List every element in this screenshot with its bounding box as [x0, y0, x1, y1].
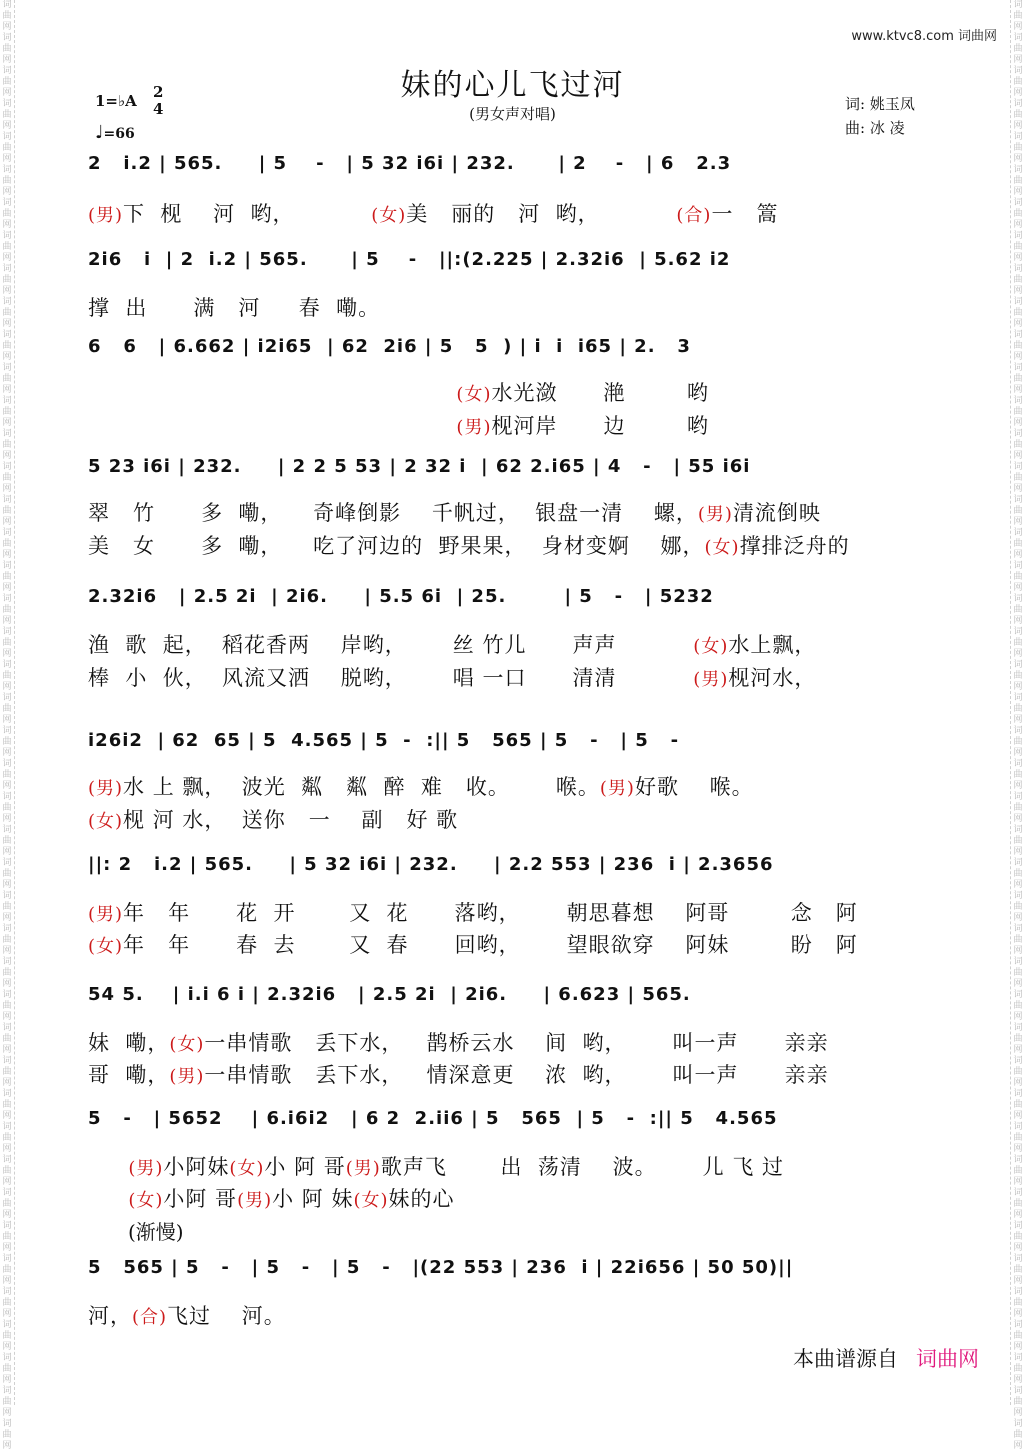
music-row-7: ||: 2 i.2 | 565. | 5 32 i6i | 232. | 2.2 553 | 236 i | 2.3656 — [88, 854, 774, 875]
tempo-marking — [95, 122, 135, 143]
composer: 曲: 冰 凌 — [845, 119, 905, 137]
source-footer — [793, 1343, 979, 1373]
time-signature-bottom: 4 — [153, 100, 164, 118]
right-watermark-strip: 词曲网词曲网词曲网词曲网词曲网词曲网词曲网词曲网词曲网词曲网词曲网词曲网词曲网词曲网词曲网词曲网词曲网词曲网词曲网词曲网词曲网词曲网词曲网词曲网词曲网词曲网词曲网词曲网词曲网词曲网词曲网词曲网词曲网词曲网词曲网词曲网词曲网词曲网词曲网词曲网词曲网词曲网词曲网词曲网 — [1010, 0, 1025, 1405]
lyric-row: 渔 歌 起， 稻花香两 岸哟， 丝 竹儿 声声 (女)水上飘， — [88, 633, 817, 657]
lyric-row: (女)枧 河 水， 送你 一 副 好 歌 — [88, 808, 459, 832]
lyric-row: 河，(合)飞过 河。 — [88, 1304, 286, 1328]
music-row-6: i26i2 | 62 65 | 5 4.565 | 5 - :|| 5 565 | 5 - | 5 - — [88, 730, 680, 751]
music-row-3: 6 6 | 6.662 | i2i65 | 62 2i6 | 5 5 ) | i i i65 | 2. 3 — [88, 336, 691, 357]
lyric-row: 翠 竹 多 嘞， 奇峰倒影 千帆过， 银盘一清 螺，(男)清流倒映 — [88, 501, 821, 525]
lyric-row: 哥 嘞，(男)一串情歌 丢下水， 情深意更 浓 哟， 叫一声 亲亲 — [88, 1063, 829, 1087]
lyric-row: 棒 小 伙， 风流又洒 脱哟， 唱 一口 清清 (男)枧河水， — [88, 666, 817, 690]
key-signature: 1=♭A — [95, 92, 137, 110]
lyric-row: (女)小阿 哥(男)小 阿 妹(女)妹的心 — [88, 1187, 455, 1211]
music-row-1: 2 i.2 | 565. | 5 - | 5 32 i6i | 232. | 2 - | 6 2.3 — [88, 153, 732, 174]
lyric-row: (男)小阿妹(女)小 阿 哥(男)歌声飞 出 荡清 波。 儿 飞 过 — [88, 1155, 785, 1179]
music-row-5: 2.32i6 | 2.5 2i | 2i6. | 5.5 6i | 25. | 5 - | 5232 — [88, 586, 714, 607]
tempo-value: =66 — [103, 126, 135, 142]
source-text: 本曲谱源自 — [793, 1347, 898, 1371]
lyric-row: 撑 出 满 河 春 嘞。 — [88, 296, 381, 320]
time-signature — [153, 84, 163, 118]
music-row-2: 2i6 i | 2 i.2 | 565. | 5 - ||:(2.225 | 2.32i6 | 5.62 i2 — [88, 249, 731, 270]
lyric-row: (男)水 上 飘， 波光 粼 粼 醉 难 收。 喉。(男)好歌 喉。 — [88, 775, 754, 799]
lyric-row: (女)水光潋 滟 哟 — [456, 381, 709, 405]
music-row-10: 5 565 | 5 - | 5 - | 5 - |(22 553 | 236 i | 22i656 | 50 50)|| — [88, 1257, 794, 1278]
music-row-9: 5 - | 5652 | 6.i6i2 | 6 2 2.ii6 | 5 565 | 5 - :|| 5 4.565 — [88, 1108, 778, 1129]
left-watermark-strip: 词曲网词曲网词曲网词曲网词曲网词曲网词曲网词曲网词曲网词曲网词曲网词曲网词曲网词曲网词曲网词曲网词曲网词曲网词曲网词曲网词曲网词曲网词曲网词曲网词曲网词曲网词曲网词曲网词曲网词曲网词曲网词曲网词曲网词曲网词曲网词曲网词曲网词曲网词曲网词曲网词曲网词曲网词曲网词曲网 — [0, 0, 15, 1405]
lyric-row: 妹 嘞，(女)一串情歌 丢下水， 鹊桥云水 间 哟， 叫一声 亲亲 — [88, 1031, 829, 1055]
lyricist: 词: 姚玉凤 — [845, 95, 915, 113]
lyric-row: (男)枧河岸 边 哟 — [456, 414, 709, 438]
site-url[interactable]: www.ktvc8.com 词曲网 — [851, 29, 997, 44]
time-signature-top: 2 — [153, 83, 164, 101]
lyric-row: (男)下 枧 河 哟， (女)美 丽的 河 哟， (合)一 篙 — [88, 202, 779, 226]
lyric-row: 美 女 多 嘞， 吃了河边的 野果果， 身材变婀 娜，(女)撑排泛舟的 — [88, 534, 850, 558]
music-row-4: 5 23 i6i | 232. | 2 2 5 53 | 2 32 i | 62 2.i65 | 4 - | 55 i6i — [88, 456, 751, 477]
lyric-row: (女)年 年 春 去 又 春 回哟， 望眼欲穿 阿妹 盼 阿 — [88, 933, 858, 957]
tempo-mark-rit: (渐慢) — [128, 1220, 184, 1244]
brand-link[interactable]: 词曲网 — [916, 1347, 979, 1371]
song-subtitle: (男女声对唱) — [469, 105, 556, 123]
quarter-note-icon: ♩ — [95, 122, 104, 143]
lyric-row: (男)年 年 花 开 又 花 落哟， 朝思暮想 阿哥 念 阿 — [88, 901, 858, 925]
song-title: 妹的心儿飞过河 — [400, 68, 625, 103]
credits — [845, 92, 915, 140]
music-row-8: 54 5. | i.i 6 i | 2.32i6 | 2.5 2i | 2i6. | 6.623 | 565. — [88, 984, 691, 1005]
